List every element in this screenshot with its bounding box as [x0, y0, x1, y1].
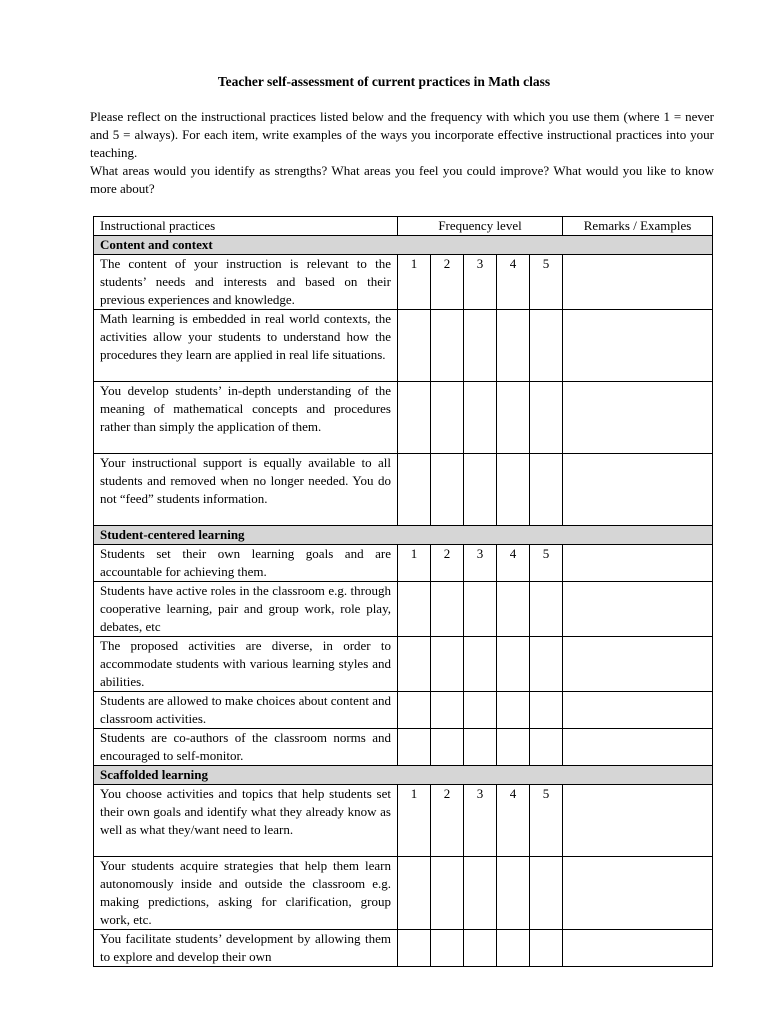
scale-4-cell[interactable] — [497, 637, 530, 692]
scale-1-cell[interactable] — [398, 637, 431, 692]
practice-cell: Students are co-authors of the classroom norms and encouraged to self-monitor. — [94, 729, 398, 766]
header-practices: Instructional practices — [94, 217, 398, 236]
header-row — [94, 217, 713, 236]
scale-5-cell[interactable] — [530, 729, 563, 766]
scale-4-cell[interactable] — [497, 930, 530, 967]
scale-5-cell[interactable] — [530, 637, 563, 692]
remarks-cell[interactable] — [563, 857, 713, 930]
table-row — [94, 857, 713, 930]
scale-3-cell[interactable] — [464, 930, 497, 967]
scale-2-cell[interactable] — [431, 310, 464, 382]
remarks-cell[interactable] — [563, 382, 713, 454]
scale-3-cell[interactable]: 3 — [464, 785, 497, 857]
table-row — [94, 729, 713, 766]
document-title: Teacher self-assessment of current practices in Math class — [217, 74, 551, 89]
scale-4-cell[interactable] — [497, 857, 530, 930]
practice-cell: Students have active roles in the classroom e.g. through cooperative learning, pair and group work, role play, debates, etc — [94, 582, 398, 637]
table-row — [94, 930, 713, 967]
table-row — [94, 637, 713, 692]
table-row — [94, 454, 713, 526]
scale-5-cell[interactable] — [530, 582, 563, 637]
scale-5-cell[interactable] — [530, 382, 563, 454]
practice-cell: Students are allowed to make choices about content and classroom activities. — [94, 692, 398, 729]
scale-3-cell[interactable] — [464, 857, 497, 930]
practice-cell: Students set their own learning goals and are accountable for achieving them. — [94, 545, 398, 582]
remarks-cell[interactable] — [563, 454, 713, 526]
scale-1-cell[interactable] — [398, 310, 431, 382]
scale-5-cell[interactable] — [530, 930, 563, 967]
scale-1-cell[interactable] — [398, 382, 431, 454]
scale-4-cell[interactable]: 4 — [497, 545, 530, 582]
remarks-cell[interactable] — [563, 930, 713, 967]
practice-cell: The content of your instruction is relevant to the students’ needs and interests and based on their previous experiences and knowledge. — [94, 255, 398, 310]
intro-paragraph-2: What areas would you identify as strengths? What areas you feel you could improve? What would you like to know more about? — [90, 163, 714, 196]
scale-2-cell[interactable] — [431, 582, 464, 637]
practice-cell: You facilitate students’ development by allowing them to explore and develop their own — [94, 930, 398, 967]
section-row — [94, 766, 713, 785]
scale-5-cell[interactable] — [530, 857, 563, 930]
section-row — [94, 236, 713, 255]
scale-2-cell[interactable]: 2 — [431, 255, 464, 310]
remarks-cell[interactable] — [563, 255, 713, 310]
scale-5-cell[interactable] — [530, 310, 563, 382]
scale-2-cell[interactable]: 2 — [431, 785, 464, 857]
scale-5-cell[interactable] — [530, 454, 563, 526]
practice-cell: The proposed activities are diverse, in order to accommodate students with various learning styles and abilities. — [94, 637, 398, 692]
practice-cell: You choose activities and topics that help students set their own goals and identify what they already know as well as what they/want need to learn. — [94, 785, 398, 857]
practice-cell: Math learning is embedded in real world contexts, the activities allow your students to understand how the procedures they learn are applied in real life situations. — [94, 310, 398, 382]
table-row — [94, 310, 713, 382]
scale-2-cell[interactable] — [431, 382, 464, 454]
practice-cell: Your instructional support is equally available to all students and removed when no longer needed. You do not “feed” students information. — [94, 454, 398, 526]
assessment-table — [93, 216, 713, 967]
scale-2-cell[interactable] — [431, 729, 464, 766]
header-remarks: Remarks / Examples — [563, 217, 713, 236]
table-row — [94, 692, 713, 729]
remarks-cell[interactable] — [563, 545, 713, 582]
scale-3-cell[interactable] — [464, 382, 497, 454]
section-content-and-context: Content and context — [94, 236, 713, 255]
scale-3-cell[interactable] — [464, 692, 497, 729]
practice-cell: You develop students’ in-depth understanding of the meaning of mathematical concepts and procedures rather than simply the application of them. — [94, 382, 398, 454]
scale-2-cell[interactable] — [431, 692, 464, 729]
scale-3-cell[interactable] — [464, 582, 497, 637]
remarks-cell[interactable] — [563, 637, 713, 692]
scale-3-cell[interactable] — [464, 729, 497, 766]
scale-4-cell[interactable] — [497, 382, 530, 454]
scale-1-cell[interactable] — [398, 930, 431, 967]
practice-cell: Your students acquire strategies that help them learn autonomously inside and outside the classroom e.g. making predictions, asking for clarification, group work, etc. — [94, 857, 398, 930]
scale-1-cell[interactable]: 1 — [398, 255, 431, 310]
remarks-cell[interactable] — [563, 729, 713, 766]
section-student-centered-learning: Student-centered learning — [94, 526, 713, 545]
table-row — [94, 785, 713, 857]
scale-1-cell[interactable] — [398, 454, 431, 526]
table-row — [94, 545, 713, 582]
scale-4-cell[interactable]: 4 — [497, 785, 530, 857]
scale-3-cell[interactable] — [464, 454, 497, 526]
remarks-cell[interactable] — [563, 785, 713, 857]
table-row — [94, 582, 713, 637]
scale-1-cell[interactable] — [398, 692, 431, 729]
remarks-cell[interactable] — [563, 310, 713, 382]
scale-5-cell[interactable]: 5 — [530, 785, 563, 857]
table-row — [94, 255, 713, 310]
scale-1-cell[interactable]: 1 — [398, 545, 431, 582]
scale-3-cell[interactable] — [464, 637, 497, 692]
remarks-cell[interactable] — [563, 692, 713, 729]
table-row — [94, 382, 713, 454]
scale-3-cell[interactable]: 3 — [464, 545, 497, 582]
scale-5-cell[interactable]: 5 — [530, 545, 563, 582]
scale-5-cell[interactable] — [530, 692, 563, 729]
scale-4-cell[interactable] — [497, 692, 530, 729]
scale-2-cell[interactable] — [431, 930, 464, 967]
header-frequency: Frequency level — [398, 217, 563, 236]
intro-text — [90, 108, 714, 198]
scale-4-cell[interactable]: 4 — [497, 255, 530, 310]
scale-2-cell[interactable] — [431, 857, 464, 930]
scale-4-cell[interactable] — [497, 454, 530, 526]
scale-3-cell[interactable] — [464, 310, 497, 382]
remarks-cell[interactable] — [563, 582, 713, 637]
section-row — [94, 526, 713, 545]
section-scaffolded-learning: Scaffolded learning — [94, 766, 713, 785]
scale-5-cell[interactable]: 5 — [530, 255, 563, 310]
scale-2-cell[interactable] — [431, 637, 464, 692]
scale-1-cell[interactable] — [398, 729, 431, 766]
scale-1-cell[interactable] — [398, 582, 431, 637]
scale-2-cell[interactable] — [431, 454, 464, 526]
scale-4-cell[interactable] — [497, 582, 530, 637]
scale-1-cell[interactable] — [398, 857, 431, 930]
scale-2-cell[interactable]: 2 — [431, 545, 464, 582]
scale-4-cell[interactable] — [497, 310, 530, 382]
scale-1-cell[interactable]: 1 — [398, 785, 431, 857]
scale-4-cell[interactable] — [497, 729, 530, 766]
intro-paragraph-1: Please reflect on the instructional practices listed below and the frequency with which you use them (where 1 = never and 5 = always). For each item, write examples of the ways you incorporate effective instructional practices into your teaching. — [90, 109, 714, 160]
scale-3-cell[interactable]: 3 — [464, 255, 497, 310]
